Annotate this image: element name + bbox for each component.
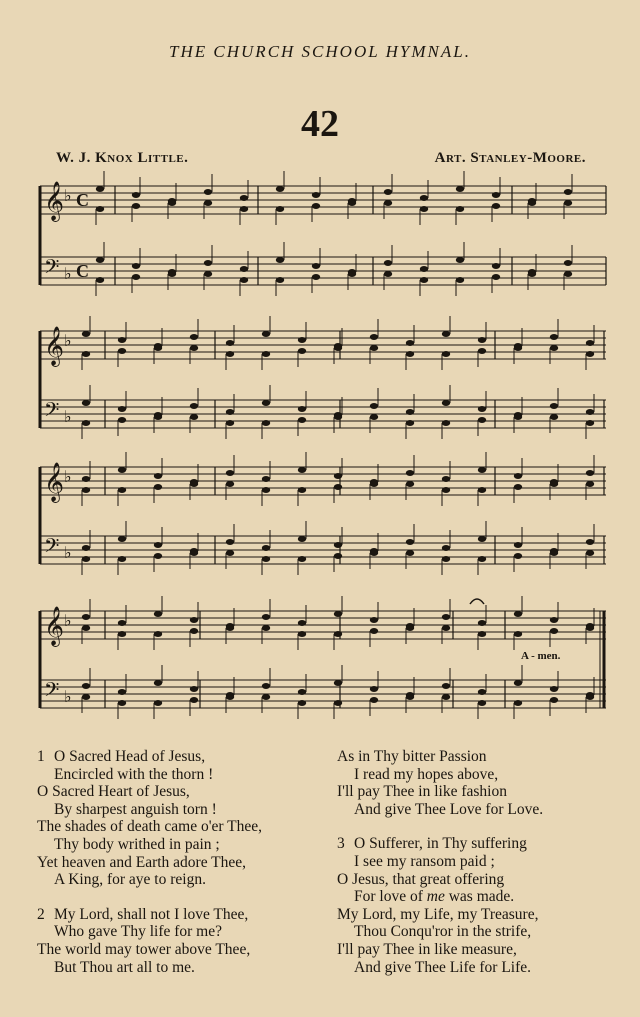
note-head xyxy=(118,487,126,493)
key-signature-flat: ♭ xyxy=(64,543,72,562)
verse-text: O Sacred Head of Jesus, xyxy=(54,748,206,765)
note-head xyxy=(586,694,594,700)
verse-line xyxy=(37,854,327,872)
verse-line xyxy=(337,801,627,819)
note-head xyxy=(298,337,306,343)
note-head xyxy=(262,694,270,700)
note-head xyxy=(370,628,378,634)
note-head xyxy=(312,192,320,198)
note-head xyxy=(204,271,212,277)
verse-line xyxy=(37,836,327,854)
note-head xyxy=(442,487,450,493)
verse-line xyxy=(337,888,627,906)
verse-line xyxy=(337,959,627,977)
note-head xyxy=(370,686,378,692)
note-head xyxy=(298,487,306,493)
note-head xyxy=(492,192,500,198)
verse-text: Thy body writhed in pain ; xyxy=(54,835,220,853)
note-head xyxy=(154,345,162,351)
note-head xyxy=(406,539,414,545)
note-head xyxy=(276,186,284,192)
note-head xyxy=(82,420,90,426)
verse-text: Thou Conqu'ror in the strife, xyxy=(354,923,532,941)
note-head xyxy=(96,186,104,192)
note-head xyxy=(514,484,522,490)
note-head xyxy=(586,340,594,346)
verse-line xyxy=(337,906,627,924)
note-head xyxy=(334,484,342,490)
note-head xyxy=(550,697,558,703)
note-head xyxy=(384,189,392,195)
note-head xyxy=(190,334,198,340)
note-head xyxy=(82,331,90,337)
note-head xyxy=(478,620,486,626)
note-head xyxy=(550,334,558,340)
note-head xyxy=(334,473,342,479)
note-head xyxy=(226,625,234,631)
note-head xyxy=(204,189,212,195)
note-head xyxy=(118,620,126,626)
note-head xyxy=(262,487,270,493)
note-head xyxy=(96,257,104,263)
note-head xyxy=(550,414,558,420)
note-head xyxy=(82,556,90,562)
note-head xyxy=(262,625,270,631)
verse-line xyxy=(37,801,327,819)
verse-text: Yet heaven and Earth adore Thee, xyxy=(37,853,247,871)
time-signature: C xyxy=(76,261,89,281)
verse-line xyxy=(37,748,327,766)
note-head xyxy=(514,414,522,420)
note-head xyxy=(262,683,270,689)
note-head xyxy=(442,331,450,337)
note-head xyxy=(420,195,428,201)
note-head xyxy=(226,539,234,545)
verse-text: And give Thee Life for Life. xyxy=(354,958,532,976)
verse-text: But Thou art all to me. xyxy=(54,958,195,976)
note-head xyxy=(262,331,270,337)
verse-line xyxy=(337,923,627,941)
key-signature-flat: ♭ xyxy=(64,407,72,426)
note-head xyxy=(298,631,306,637)
verse-line xyxy=(37,959,327,977)
note-head xyxy=(154,680,162,686)
verse-line xyxy=(37,906,327,924)
note-head xyxy=(550,550,558,556)
treble-clef-icon: 𝄞 xyxy=(44,326,65,366)
verse-text: O Sufferer, in Thy suffering xyxy=(354,835,527,853)
verses-column-right xyxy=(337,748,627,976)
note-head xyxy=(478,348,486,354)
note-head xyxy=(478,406,486,412)
note-head xyxy=(334,414,342,420)
note-head xyxy=(456,257,464,263)
note-head xyxy=(204,200,212,206)
note-head xyxy=(154,611,162,617)
note-head xyxy=(478,487,486,493)
note-head xyxy=(334,680,342,686)
verse-line xyxy=(337,748,627,766)
note-head xyxy=(240,266,248,272)
note-head xyxy=(262,545,270,551)
note-head xyxy=(406,625,414,631)
note-head xyxy=(420,277,428,283)
note-head xyxy=(384,271,392,277)
note-head xyxy=(514,473,522,479)
note-head xyxy=(564,260,572,266)
key-signature-flat: ♭ xyxy=(64,611,72,630)
key-signature-flat: ♭ xyxy=(64,687,72,706)
note-head xyxy=(586,409,594,415)
note-head xyxy=(442,351,450,357)
note-head xyxy=(492,203,500,209)
verse-text: Who gave Thy life for me? xyxy=(54,923,222,941)
verse-line xyxy=(37,766,327,784)
note-head xyxy=(550,481,558,487)
note-head xyxy=(82,683,90,689)
note-head xyxy=(406,694,414,700)
note-head xyxy=(550,403,558,409)
note-head xyxy=(564,200,572,206)
note-head xyxy=(82,694,90,700)
note-head xyxy=(262,614,270,620)
note-head xyxy=(406,420,414,426)
verse-number: 2 xyxy=(37,905,45,923)
note-head xyxy=(276,257,284,263)
note-head xyxy=(550,617,558,623)
verse-text: And give Thee Love for Love. xyxy=(354,800,544,818)
note-head xyxy=(190,617,198,623)
note-head xyxy=(132,192,140,198)
verse-line xyxy=(337,783,627,801)
note-head xyxy=(442,476,450,482)
note-head xyxy=(384,260,392,266)
note-head xyxy=(442,400,450,406)
note-head xyxy=(334,611,342,617)
key-signature-flat: ♭ xyxy=(64,331,72,350)
verse-text: My Lord, shall not I love Thee, xyxy=(54,905,249,923)
note-head xyxy=(96,277,104,283)
note-head xyxy=(298,556,306,562)
amen-label: A - men. xyxy=(521,650,561,662)
note-head xyxy=(82,614,90,620)
note-head xyxy=(370,481,378,487)
note-head xyxy=(406,481,414,487)
note-head xyxy=(420,206,428,212)
note-head xyxy=(312,203,320,209)
note-head xyxy=(262,420,270,426)
note-head xyxy=(82,487,90,493)
verse-number: 1 xyxy=(37,748,45,765)
verse-text: By sharpest anguish torn ! xyxy=(54,800,217,818)
note-head xyxy=(240,195,248,201)
note-head xyxy=(406,409,414,415)
note-head xyxy=(334,700,342,706)
bass-clef-icon: 𝄢 xyxy=(44,534,60,562)
note-head xyxy=(442,694,450,700)
note-head xyxy=(528,200,536,206)
note-head xyxy=(406,351,414,357)
note-head xyxy=(226,351,234,357)
note-head xyxy=(204,260,212,266)
note-head xyxy=(334,345,342,351)
verse-line xyxy=(37,871,327,889)
note-head xyxy=(406,550,414,556)
verse-line xyxy=(337,766,627,784)
note-head xyxy=(514,611,522,617)
verse-line xyxy=(37,818,327,836)
verse-text: I read my hopes above, xyxy=(354,765,499,783)
note-head xyxy=(298,417,306,423)
note-head xyxy=(478,700,486,706)
note-head xyxy=(478,536,486,542)
note-head xyxy=(190,403,198,409)
note-head xyxy=(586,550,594,556)
note-head xyxy=(118,556,126,562)
note-head xyxy=(132,274,140,280)
verse-text: As in Thy bitter Passion xyxy=(337,748,487,765)
verse-text: I'll pay Thee in like measure, xyxy=(337,940,517,958)
note-head xyxy=(442,625,450,631)
note-head xyxy=(370,697,378,703)
note-head xyxy=(298,700,306,706)
note-head xyxy=(118,348,126,354)
note-head xyxy=(586,539,594,545)
note-head xyxy=(370,334,378,340)
note-head xyxy=(564,189,572,195)
note-head xyxy=(370,403,378,409)
verse-line xyxy=(337,853,627,871)
note-head xyxy=(514,345,522,351)
verse-text: I'll pay Thee in like fashion xyxy=(337,783,507,801)
note-head xyxy=(298,348,306,354)
note-head xyxy=(384,200,392,206)
verse-text: A King, for aye to reign. xyxy=(54,871,206,889)
note-head xyxy=(240,206,248,212)
note-head xyxy=(154,553,162,559)
note-head xyxy=(442,420,450,426)
note-head xyxy=(82,400,90,406)
note-head xyxy=(190,686,198,692)
note-head xyxy=(154,542,162,548)
note-head xyxy=(226,340,234,346)
note-head xyxy=(276,277,284,283)
note-head xyxy=(514,680,522,686)
note-head xyxy=(348,200,356,206)
note-head xyxy=(154,700,162,706)
note-head xyxy=(154,473,162,479)
verse-text: The world may tower above Thee, xyxy=(37,940,251,958)
note-head xyxy=(492,263,500,269)
note-head xyxy=(564,271,572,277)
note-head xyxy=(456,277,464,283)
key-signature-flat: ♭ xyxy=(64,467,72,486)
verse-line xyxy=(37,783,327,801)
note-head xyxy=(132,263,140,269)
note-head xyxy=(586,481,594,487)
note-head xyxy=(226,470,234,476)
note-head xyxy=(118,536,126,542)
note-head xyxy=(96,206,104,212)
note-head xyxy=(154,631,162,637)
note-head xyxy=(514,542,522,548)
fermata-icon xyxy=(470,599,484,604)
note-head xyxy=(298,406,306,412)
note-head xyxy=(514,700,522,706)
note-head xyxy=(370,550,378,556)
note-head xyxy=(514,553,522,559)
note-head xyxy=(442,556,450,562)
running-title: THE CHURCH SCHOOL HYMNAL. xyxy=(169,42,471,61)
note-head xyxy=(226,694,234,700)
bass-clef-icon: 𝄢 xyxy=(44,255,60,283)
note-head xyxy=(118,631,126,637)
key-signature-flat: ♭ xyxy=(64,264,72,283)
note-head xyxy=(82,476,90,482)
note-head xyxy=(442,614,450,620)
note-head xyxy=(154,484,162,490)
verse-text: O Sacred Heart of Jesus, xyxy=(37,783,190,801)
words-author: W. J. Knox Little. xyxy=(56,150,189,166)
note-head xyxy=(190,550,198,556)
note-head xyxy=(334,542,342,548)
note-head xyxy=(550,345,558,351)
note-head xyxy=(168,200,176,206)
verse-text: For love of me was made. xyxy=(354,888,515,906)
note-head xyxy=(262,400,270,406)
note-head xyxy=(298,689,306,695)
note-head xyxy=(492,274,500,280)
note-head xyxy=(168,271,176,277)
note-head xyxy=(276,206,284,212)
note-head xyxy=(514,631,522,637)
note-head xyxy=(262,476,270,482)
note-head xyxy=(118,337,126,343)
time-signature: C xyxy=(76,190,89,210)
note-head xyxy=(240,277,248,283)
note-head xyxy=(312,274,320,280)
note-head xyxy=(190,345,198,351)
note-head xyxy=(406,340,414,346)
note-head xyxy=(478,631,486,637)
note-head xyxy=(442,683,450,689)
verse-line xyxy=(337,835,627,853)
note-head xyxy=(132,203,140,209)
note-head xyxy=(442,545,450,551)
verse-number: 3 xyxy=(337,835,345,853)
verse-text: O Jesus, that great offering xyxy=(337,870,505,888)
note-head xyxy=(118,467,126,473)
note-head xyxy=(370,617,378,623)
verse-text: I see my ransom paid ; xyxy=(354,852,495,870)
verses-column-left xyxy=(37,748,327,976)
note-head xyxy=(478,689,486,695)
note-head xyxy=(190,628,198,634)
note-head xyxy=(348,271,356,277)
note-head xyxy=(190,697,198,703)
note-head xyxy=(478,467,486,473)
verse-text: The shades of death came o'er Thee, xyxy=(37,818,262,836)
note-head xyxy=(262,556,270,562)
note-head xyxy=(312,263,320,269)
note-head xyxy=(82,351,90,357)
treble-clef-icon: 𝄞 xyxy=(44,181,65,221)
verse-line xyxy=(337,941,627,959)
note-head xyxy=(226,481,234,487)
note-head xyxy=(370,345,378,351)
verse-line xyxy=(37,941,327,959)
note-head xyxy=(528,271,536,277)
note-head xyxy=(456,186,464,192)
bass-clef-icon: 𝄢 xyxy=(44,678,60,706)
bass-clef-icon: 𝄢 xyxy=(44,398,60,426)
treble-clef-icon: 𝄞 xyxy=(44,606,65,646)
note-head xyxy=(190,481,198,487)
note-head xyxy=(586,470,594,476)
note-head xyxy=(118,417,126,423)
note-head xyxy=(478,337,486,343)
note-head xyxy=(334,631,342,637)
note-head xyxy=(406,470,414,476)
note-head xyxy=(420,266,428,272)
note-head xyxy=(226,409,234,415)
note-head xyxy=(118,689,126,695)
note-head xyxy=(154,414,162,420)
note-head xyxy=(478,417,486,423)
treble-clef-icon: 𝄞 xyxy=(44,462,65,502)
note-head xyxy=(190,414,198,420)
note-head xyxy=(478,556,486,562)
verse-text: My Lord, my Life, my Treasure, xyxy=(337,905,539,923)
note-head xyxy=(226,420,234,426)
note-head xyxy=(586,351,594,357)
note-head xyxy=(298,536,306,542)
verse-text: Encircled with the thorn ! xyxy=(54,765,214,783)
note-head xyxy=(82,545,90,551)
note-head xyxy=(550,628,558,634)
note-head xyxy=(334,553,342,559)
verse-line xyxy=(337,871,627,889)
note-head xyxy=(262,351,270,357)
note-head xyxy=(82,625,90,631)
music-arranger: Art. Stanley-Moore. xyxy=(434,150,586,166)
note-head xyxy=(370,414,378,420)
note-head xyxy=(550,686,558,692)
note-head xyxy=(586,420,594,426)
note-head xyxy=(298,467,306,473)
hymn-number: 42 xyxy=(301,103,339,145)
note-head xyxy=(586,625,594,631)
note-head xyxy=(118,700,126,706)
verse-line xyxy=(37,923,327,941)
note-head xyxy=(118,406,126,412)
key-signature-flat: ♭ xyxy=(64,186,72,205)
note-head xyxy=(456,206,464,212)
note-head xyxy=(298,620,306,626)
note-head xyxy=(226,550,234,556)
